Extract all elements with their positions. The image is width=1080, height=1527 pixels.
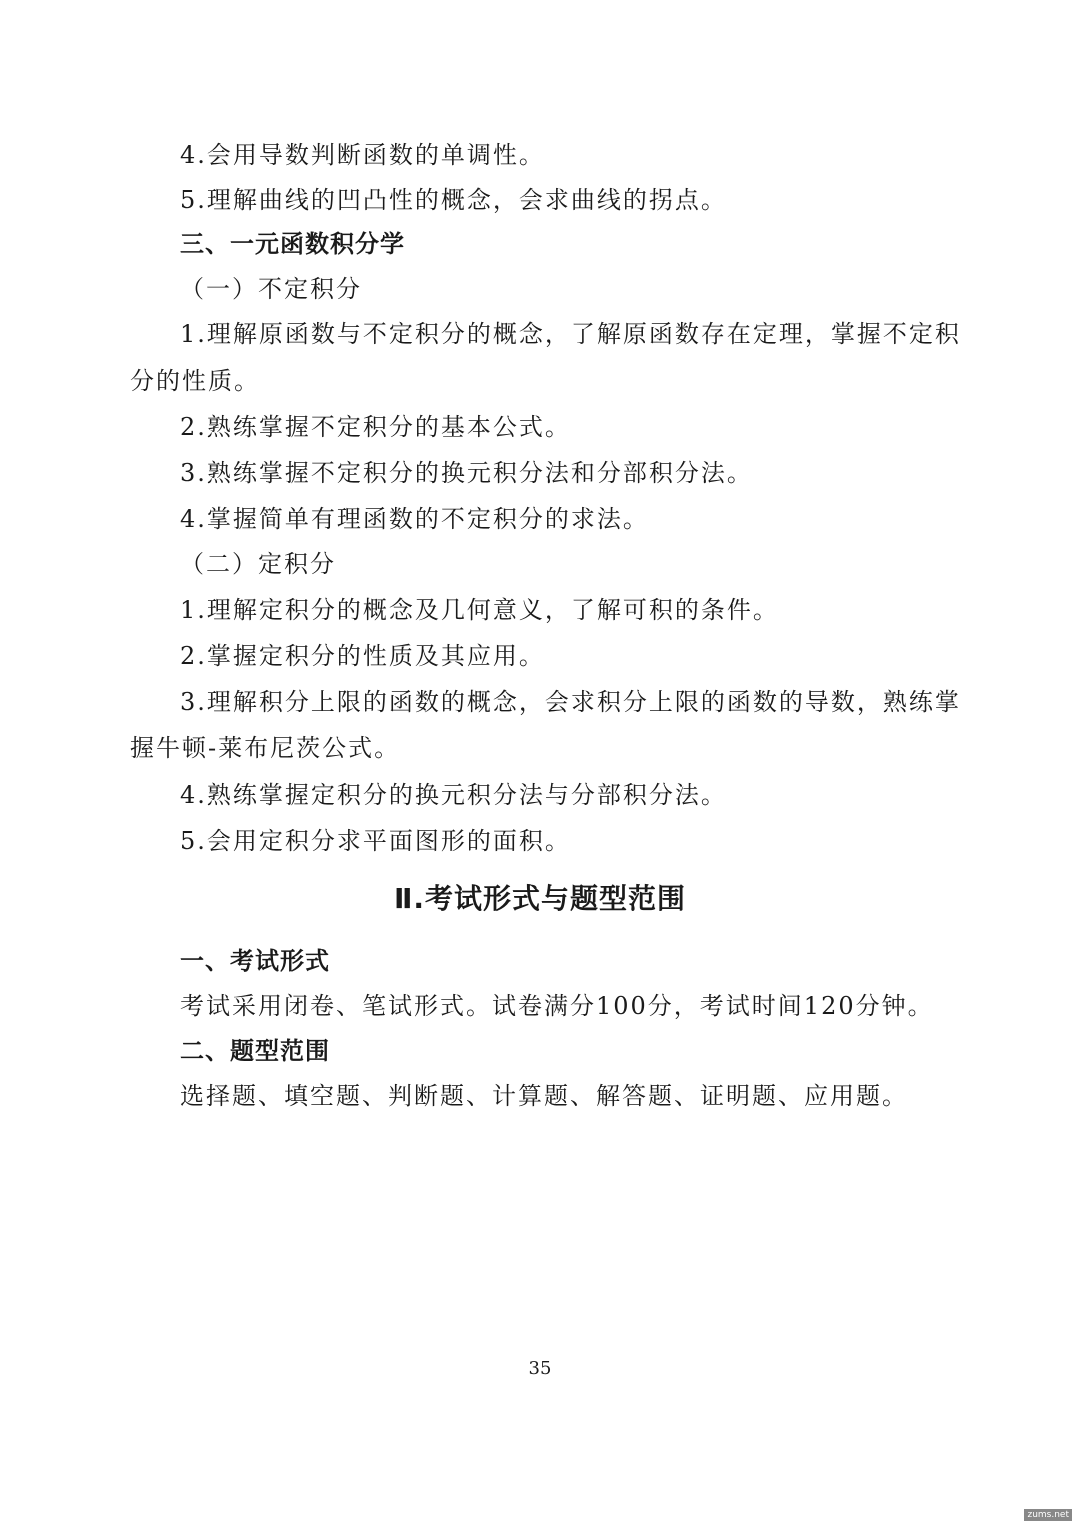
- subsection-heading: （二）定积分: [180, 550, 336, 578]
- page-number: 35: [528, 1358, 552, 1379]
- paragraph-line: 4.掌握简单有理函数的不定积分的求法。: [180, 505, 649, 533]
- section-heading: 一、考试形式: [180, 947, 330, 975]
- paragraph-line: 握牛顿-莱布尼茨公式。: [130, 734, 401, 762]
- paragraph-line: 4.熟练掌握定积分的换元积分法与分部积分法。: [180, 781, 727, 809]
- watermark-logo: zums.net: [1024, 1509, 1072, 1521]
- section-heading: 二、题型范围: [180, 1037, 330, 1065]
- paragraph-line: 4.会用导数判断函数的单调性。: [180, 141, 545, 169]
- paragraph-line: 1.理解定积分的概念及几何意义，了解可积的条件。: [180, 596, 779, 624]
- section-heading: 三、一元函数积分学: [180, 230, 405, 258]
- paragraph-line: 3.熟练掌握不定积分的换元积分法和分部积分法。: [180, 459, 753, 487]
- paragraph-line: 3.理解积分上限的函数的概念，会求积分上限的函数的导数，熟练掌: [180, 688, 961, 716]
- paragraph-line: 2.掌握定积分的性质及其应用。: [180, 642, 545, 670]
- paragraph-line: 5.理解曲线的凹凸性的概念，会求曲线的拐点。: [180, 186, 727, 214]
- paragraph-line: 1.理解原函数与不定积分的概念，了解原函数存在定理，掌握不定积: [180, 320, 961, 348]
- subsection-heading: （一）不定积分: [180, 275, 362, 303]
- paragraph-line: 考试采用闭卷、笔试形式。试卷满分100分，考试时间120分钟。: [180, 992, 934, 1020]
- paragraph-line: 分的性质。: [130, 367, 260, 395]
- part-heading: Ⅱ.考试形式与题型范围: [393, 882, 687, 915]
- paragraph-line: 2.熟练掌握不定积分的基本公式。: [180, 413, 571, 441]
- paragraph-line: 5.会用定积分求平面图形的面积。: [180, 827, 571, 855]
- paragraph-line: 选择题、填空题、判断题、计算题、解答题、证明题、应用题。: [180, 1082, 908, 1110]
